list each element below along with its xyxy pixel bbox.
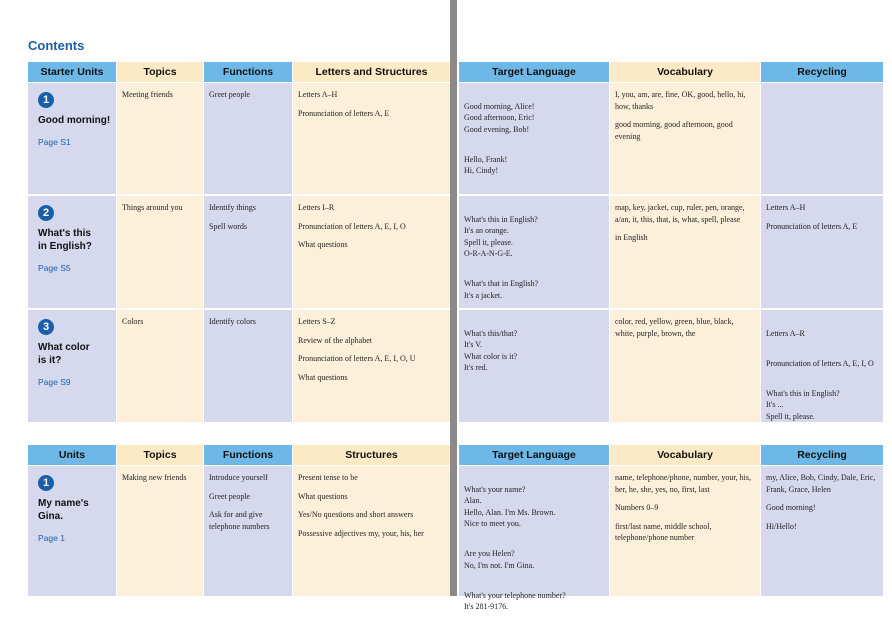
contents-title: Contents	[28, 38, 85, 53]
recycling-cell	[761, 83, 883, 194]
vocab-text: I, you, am, are, fine, OK, good, hello, hi, how, thanks	[615, 90, 746, 111]
letters-text: Letters A–H	[298, 90, 338, 99]
unit-page-link[interactable]: Page S5	[38, 263, 71, 273]
structures-text: Possessive adjectives my, your, his, her	[298, 528, 424, 538]
recycling-text: What's this in English? It's ... Spell it, please.	[766, 388, 840, 421]
recycling-cell	[761, 310, 883, 422]
target-language-cell	[459, 466, 609, 611]
letters-text: Pronunciation of letters A, E	[298, 108, 390, 118]
letters-cell	[293, 83, 450, 194]
letters-cell	[293, 196, 450, 308]
vocabulary-cell	[610, 310, 760, 422]
recycling-text: Letters A–H	[766, 203, 806, 212]
unit-title: What color is it?	[38, 342, 90, 366]
functions-cell	[204, 196, 292, 308]
target-language-cell	[459, 196, 609, 308]
target-text: Hello, Frank! Hi, Cindy!	[464, 154, 508, 175]
unit-number-badge: 3	[38, 319, 54, 335]
function-text: Identify colors	[209, 317, 256, 326]
vocab-text: in English	[615, 233, 648, 242]
vocab-text: Numbers 0–9	[615, 503, 659, 512]
topic-text: Colors	[122, 317, 144, 326]
recycling-text: Good morning!	[766, 503, 816, 512]
unit-cell	[28, 83, 116, 194]
topics-cell	[117, 196, 203, 308]
function-text: Ask for and give telephone numbers	[209, 510, 270, 531]
functions-cell	[204, 310, 292, 422]
recycling-text: Pronunciation of letters A, E, I, O	[766, 358, 874, 368]
vocab-text: good morning, good afternoon, good evening	[615, 120, 733, 141]
page-spine	[450, 0, 457, 596]
letters-text: Letters I–R	[298, 203, 335, 212]
letters-cell	[293, 310, 450, 422]
vocabulary-cell	[610, 83, 760, 194]
target-language-cell	[459, 83, 609, 194]
unit-number-badge: 2	[38, 205, 54, 221]
unit-page-link[interactable]: Page S1	[38, 137, 71, 147]
functions-cell	[204, 83, 292, 194]
header-units: Units	[28, 445, 116, 465]
topics-cell	[117, 310, 203, 422]
unit-title: Good morning!	[38, 115, 111, 126]
unit-title: What's this in English?	[38, 228, 92, 252]
header-topics: Topics	[117, 62, 203, 82]
target-text: Good morning, Alice! Good afternoon, Eric! Good evening, Bob!	[464, 101, 535, 134]
unit-page-link[interactable]: Page 1	[38, 533, 65, 543]
function-text: Introduce yourself	[209, 473, 268, 482]
header-target-language: Target Language	[459, 445, 609, 465]
header-functions: Functions	[204, 62, 292, 82]
function-text: Greet people	[209, 90, 251, 99]
letters-text: Review of the alphabet	[298, 335, 372, 345]
header-target-language: Target Language	[459, 62, 609, 82]
recycling-text: Letters A–R	[766, 328, 805, 338]
vocabulary-cell	[610, 466, 760, 596]
target-language-cell	[459, 310, 609, 422]
unit-cell	[28, 466, 116, 596]
topic-text: Things around you	[122, 203, 183, 212]
topic-text: Meeting friends	[122, 90, 173, 99]
header-recycling: Recycling	[761, 445, 883, 465]
target-text: What's your name? Alan. Hello, Alan. I'm Ms. Brown. Nice to meet you.	[464, 484, 556, 528]
header-functions: Functions	[204, 445, 292, 465]
header-vocabulary: Vocabulary	[610, 445, 760, 465]
letters-text: Pronunciation of letters A, E, I, O, U	[298, 354, 416, 363]
unit-number-badge: 1	[38, 92, 54, 108]
header-letters-structures: Letters and Structures	[293, 62, 450, 82]
letters-text: Letters S–Z	[298, 317, 336, 326]
header-vocabulary: Vocabulary	[610, 62, 760, 82]
vocab-text: first/last name, middle school, telephone/phone number	[615, 521, 712, 542]
topics-cell	[117, 83, 203, 194]
recycling-text: Hi/Hello!	[766, 521, 797, 531]
letters-text: What questions	[298, 372, 348, 382]
function-text: Greet people	[209, 491, 251, 501]
header-recycling: Recycling	[761, 62, 883, 82]
structures-text: Yes/No questions and short answers	[298, 510, 414, 519]
recycling-text: Pronunciation of letters A, E	[766, 221, 858, 231]
unit-cell	[28, 196, 116, 308]
header-starter-units: Starter Units	[28, 62, 116, 82]
vocab-text: map, key, jacket, cup, ruler, pen, orange, a/an, it, this, that, is, what, spell, please	[615, 203, 745, 224]
header-structures: Structures	[293, 445, 450, 465]
letters-text: What questions	[298, 240, 348, 249]
function-text: Identify things	[209, 203, 256, 212]
unit-title: My name's Gina.	[38, 498, 89, 522]
recycling-text: my, Alice, Bob, Cindy, Dale, Eric, Frank, Grace, Helen	[766, 473, 876, 494]
recycling-cell	[761, 196, 883, 308]
recycling-cell	[761, 466, 883, 596]
functions-cell	[204, 466, 292, 596]
header-topics: Topics	[117, 445, 203, 465]
topic-text: Making new friends	[122, 473, 187, 482]
structures-text: What questions	[298, 491, 348, 501]
vocabulary-cell	[610, 196, 760, 308]
letters-text: Pronunciation of letters A, E, I, O	[298, 221, 406, 231]
target-text: What's this/that? It's V. What color is it? It's red.	[464, 328, 518, 372]
target-text: Are you Helen? No, I'm not. I'm Gina.	[464, 549, 535, 570]
unit-number-badge: 1	[38, 475, 54, 491]
target-text: What's that in English? It's a jacket.	[464, 279, 539, 300]
structures-cell	[293, 466, 450, 596]
function-text: Spell words	[209, 221, 247, 231]
target-text: What's this in English? It's an orange. Spell it, please. O-R-A-N-G-E.	[464, 214, 538, 258]
vocab-text: color, red, yellow, green, blue, black, white, purple, brown, the	[615, 317, 734, 338]
unit-cell	[28, 310, 116, 422]
topics-cell	[117, 466, 203, 596]
vocab-text: name, telephone/phone, number, your, his, her, he, she, yes, no, first, last	[615, 473, 751, 494]
unit-page-link[interactable]: Page S9	[38, 377, 71, 387]
target-text: What's your telephone number? It's 281-9176.	[464, 590, 566, 611]
structures-text: Present tense to be	[298, 473, 358, 482]
